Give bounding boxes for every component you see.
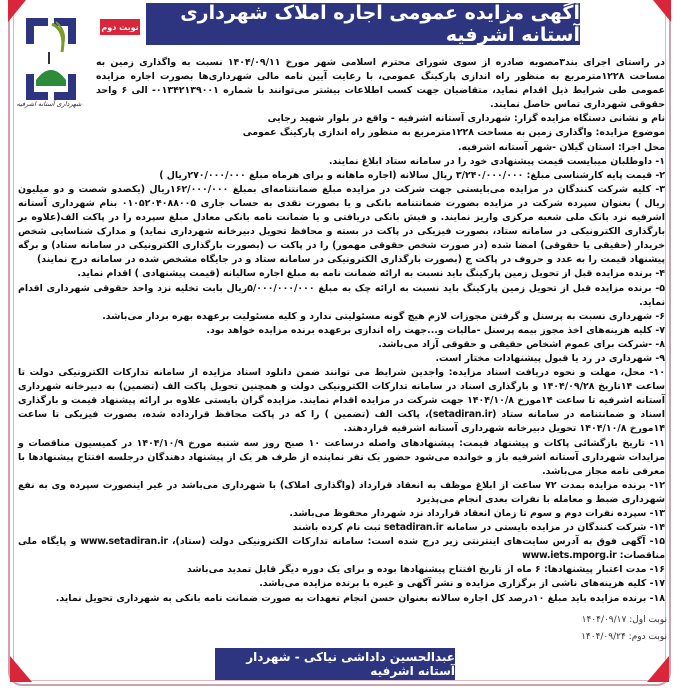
list-item: ۱۵- آگهی فوق به آدرس سایت‌های اینترنتی زیر درج شده است: سامانه تدارکات الکترونیکی دولت (ستاد)، www.setadiran.ir و پایگاه ملی مناقصات: www.iets.mporg.ir [18,536,665,562]
list-item: ۱۶- مدت اعتبار پیشنهادها: ۶ ماه از تاریخ افتتاح پیشنهادها بوده و برای یک دوره دیگر قابل تمدید می‌باشد [186,564,665,576]
publication-dates [581,612,667,646]
page-title: آگهی مزایده عمومی اجاره املاک شهرداری آستانه اشرفیه [146,3,580,45]
corner-ornament [647,656,669,682]
subject-line: موضوع مزایده: واگذاری زمین به مساحت ۱۲۲۸مترمربع به منظور راه اندازی پارکینگ عمومی [242,127,665,139]
list-item: ۱۲- برنده مزایده بمدت ۷۲ ساعت از ابلاغ موظف به انعقاد قرارداد (واگذاری املاک) با شهرداری می‌باشد در غیر اینصورت سپرده وی به نفع شهرداری ضبط و معامله با نفرات بعدی انجام می‌پذیرد [18,479,665,505]
list-item: ۶- شهرداری نسبت به پرسنل و گرفتن مجوزات لازم هیچ گونه مسئولیتی ندارد و کلیه مسئولیت برعهده بهره بردار می‌باشد. [102,310,665,322]
list-item: ۲- قیمت پایه کارشناسی مبلغ: ۳/۲۴۰/۰۰۰/۰۰۰ ریال سالانه (اجاره ماهانه و برای هرماه مبلغ ۲۷۰/۰۰۰/۰۰۰ریال ) [159,169,665,181]
conditions-list [18,155,665,606]
list-item: ۹- شهرداری در رد یا قبول پیشنهادات مختار است. [435,352,665,364]
list-item: ۱۸- برنده مزایده باید مبلغ ۱۰درصد کل اجاره سالانه بعنوان حسن انجام تعهدات به صورت ضمانت نامه بانکی به شهرداری تحویل نماید. [55,592,665,604]
list-item: ۱۳- سپرده نفرات دوم و سوم تا زمان انعقاد قرارداد نزد شهردار محفوظ می‌باشد. [289,508,665,519]
ad-body [18,56,666,606]
list-item: ۱۱- تاریخ بازگشائی پاکات و پیشنهاد قیمت: پیشنهادهای واصله درساعت ۱۰ صبح روز سه شنبه مورخ ۱۴۰۴/۱۰/۹ در کمیسیون مناقصات و مزایدات شهرداری آستانه اشرفیه باز و خوانده می‌شود حضور یک نفر نماینده از طرف هر یک از پیشنهاد دهندگان درجلسه افتتاح پیشنهادها با معرفی نامه مجاز می‌باشد. [18,437,666,477]
location-line: محل اجرا: استان گیلان -شهر آستانه اشرفیه. [457,141,665,153]
list-item: ۴- برنده مزایده قبل از تحویل زمین پارکینگ باید نسبت به ارائه ضمانت نامه به مبلغ اجاره سالیانه (قیمت پیشنهادی ) اقدام نماید. [77,268,665,280]
municipality-logo [22,14,80,114]
list-item: ۵- برنده مزایده قبل از تحویل زمین پارکینگ باید نسبت به ارائه چک به مبلغ ۵/۰۰۰/۰۰۰/۰۰۰ریال بابت تخلیه نزد واحد حقوقی شهرداری اقدام نماید. [18,282,666,308]
round-badge: نوبت دوم [100,19,140,35]
intro-paragraph: در راستای اجرای بند۳مصوبه صادره از سوی شورای محترم اسلامی شهر مورخ ۱۴۰۴/۰۹/۱۱ نسبت به واگذاری زمین به مساحت ۱۲۲۸مترمربع به منظور راه اندازی پارکینگ عمومی، با رعایت آیین نامه مالی شهرداری‌ها بصورت اجاره مزایده عمومی طی شرایط ذیل اقدام نماید، متقاضیان جهت کسب اطلاعات بیشتر می‌توانند با شماره ۰۱۳۴۲۱۳۹۰۰۱- الی ۶ واحد حقوقی شهرداری تماس حاصل نمایند. [96,57,666,111]
list-item: ۳- کلیه شرکت کنندگان در مزایده می‌بایستی جهت شرکت در مزایده مبلغ ضمانتنامه‌ای بمبلغ ۱۶۲/۰۰۰/۰۰۰ریال (یکصدو شصت و دو میلیون ریال ) بعنوان سپرده شرکت در مزایده بصورت ضمانتنامه بانکی و یا بصورت نقدی به حساب جاری ۰۱۰۵۲۰۴۰۸۸۰۰۵ بنام شهرداری آستانه اشرفیه نزد بانک ملی شعبه مرکزی واریز نمایند. و فیش بانکی دریافتی و یا ضمانت نامه بانکی معادل مبلغ سپرده را در پاکت الف(علاوه بر بارگذاری الکترونیکی در سامانه ستاد، بصورت فیزیکی در پاکت در بسته و محافظ تحویل دبیرخانه شهرداری نماید) و مدارک شناسایی شخص خریدار (حقیقی یا حقوقی) امضا شده (در صورت شخص حقوقی مهمور) را در پاکت ب (بصورت بارگذاری الکترونیکی در سامانه ستاد) و برگه پیشنهاد قیمت را به عدد و حروف در پاکت ج (بصورت بارگذاری الکترونیکی در سامانه ستاد و در جایگاه مشخص شده در سامانه درج نمایند) [18,183,666,266]
list-item: ۱۴- شرکت کنندگان در مزایده بایستی در سامانه setadiran.ir ثبت نام کرده باشند [292,522,665,534]
auctioneer-line: نام و نشانی دستگاه مزایده گزار: شهرداری آستانه اشرفیه - واقع در بلوار شهید رجایی [267,113,665,125]
corner-ornament [653,0,671,22]
logo-caption: شهرداری آستانه اشرفیه [16,100,82,108]
second-publication-date: نوبت دوم: ۱۴۰۴/۰۹/۲۴ [581,632,667,642]
list-item: ۸- -شرکت برای عموم اشخاص حقیقی و حقوقی آزاد می‌باشد. [378,338,665,350]
list-item: ۱- داوطلبان میبایست قیمت پیشنهادی خود را در سامانه ستاد ابلاغ نمایند. [328,155,665,167]
list-item: ۱۷- کلیه هزینه‌های ناشی از برگزاری مزایده و نشر آگهی و غیره با برنده مزایده می‌باشد. [259,578,665,590]
first-publication-date: نوبت اول: ۱۴۰۴/۰۹/۱۷ [581,615,667,625]
mayor-signature: عبدالحسین داداشی نیاکی - شهردار آستانه اشرفیه [215,648,455,680]
list-item: ۷- کلیه هزینه‌های اخذ مجوز بیمه پرسنل -مالیات و...جهت راه اندازی برعهده برنده مزایده خواهد بود. [206,324,665,336]
corner-ornament [10,656,32,682]
list-item: ۱۰- محل، مهلت و نحوه دریافت اسناد مزایده: واجدین شرایط می توانند ضمن دانلود اسناد مزایده از سامانه تدارکات الکترونیکی دولت تا ساعت ۱۴تاریخ ۱۴۰۴/۰۹/۲۸ و بارگذاری اسناد در سامانه تدارکات الکترونیکی دولت و همچنین تحویل پاکت الف (تضمین) به دبیرخانه شهرداری آستانه اشرفیه تا ساعت ۱۴مورخ ۱۴۰۴/۱۰/۸ جهت شرکت در مزایده اقدام نمایند. مزایده گران بایستی علاوه بر ارائه پیشنهاد قیمت و بارگذاری اسناد و ضمانتنامه در سامانه ستاد (setadiran.ir)، پاکت الف (تضمین ) را که در پاکت محافظ قرارداده شده، بصورت فیزیکی تا ساعت ۱۴مورخ ۱۴۰۴/۱۰/۸ تحویل دبیرخانه شهرداری آستانه اشرفیه قراردهند. [18,367,665,435]
